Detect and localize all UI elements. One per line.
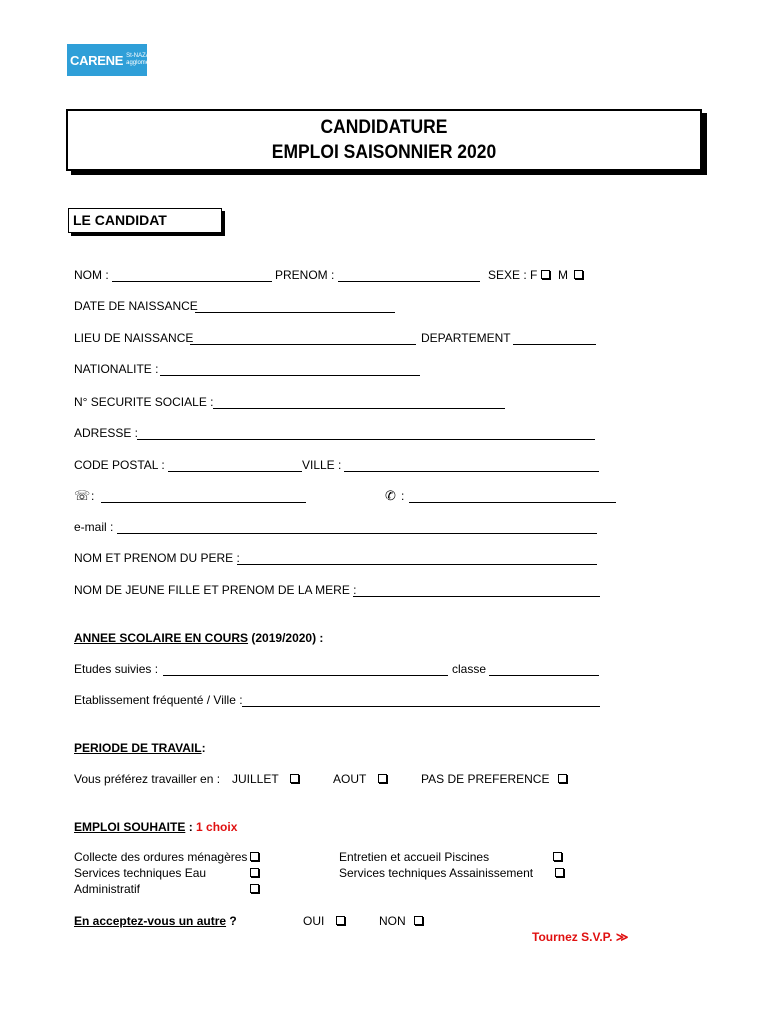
option-aout-label: AOUT <box>333 772 367 786</box>
pere-field[interactable] <box>237 564 597 565</box>
nom-label: NOM : <box>74 268 109 282</box>
annee-heading-text: ANNEE SCOLAIRE EN COURS <box>74 631 249 645</box>
title-line-1: CANDIDATURE <box>320 117 448 138</box>
emploi-collecte-label: Collecte des ordures ménagères <box>74 850 248 864</box>
date-naissance-field[interactable] <box>195 312 395 313</box>
secu-field[interactable] <box>213 408 505 409</box>
mobile-colon: : <box>401 489 405 503</box>
sexe-m-label: M <box>558 268 568 282</box>
emploi-eau-label: Services techniques Eau <box>74 866 207 880</box>
periode-prompt: Vous préférez travailler en : <box>74 772 221 786</box>
lieu-naissance-label: LIEU DE NAISSANCE <box>74 331 194 345</box>
title-box <box>66 109 702 171</box>
emploi-assainissement-label: Services techniques Assainissement <box>339 866 534 880</box>
periode-heading <box>74 741 206 755</box>
ville-field[interactable] <box>344 471 599 472</box>
code-postal-field[interactable] <box>168 471 302 472</box>
code-postal-label: CODE POSTAL : <box>74 458 165 472</box>
option-aout-checkbox[interactable] <box>378 774 387 783</box>
autre-question <box>74 914 237 928</box>
section-candidat: LE CANDIDAT <box>68 208 222 233</box>
emploi-piscines-label: Entretien et accueil Piscines <box>339 850 490 864</box>
tournez-arrow-icon: ≫ <box>615 930 629 944</box>
prenom-label: PRENOM : <box>275 268 335 282</box>
mere-field[interactable] <box>353 596 600 597</box>
emploi-piscines-checkbox[interactable] <box>553 852 562 861</box>
tournez-text: Tournez S.V.P. <box>532 930 613 944</box>
carene-logo <box>67 44 165 76</box>
title-line-2: EMPLOI SAISONNIER 2020 <box>271 142 497 163</box>
annee-heading <box>74 631 323 645</box>
emploi-assainissement-checkbox[interactable] <box>555 868 564 877</box>
ville-label: VILLE : <box>302 458 342 472</box>
classe-label: classe <box>452 662 487 676</box>
oui-checkbox[interactable] <box>336 916 345 925</box>
lieu-naissance-field[interactable] <box>190 344 416 345</box>
emploi-eau-checkbox[interactable] <box>250 868 259 877</box>
phone-icon: ☏ <box>74 488 91 503</box>
etablissement-label: Etablissement fréquenté / Ville : <box>74 693 243 707</box>
logo-tagline-2: agglomération <box>126 60 165 66</box>
tournez-svp <box>532 930 628 944</box>
periode-heading-text: PERIODE DE TRAVAIL <box>74 741 202 755</box>
etudes-label: Etudes suivies : <box>74 662 159 676</box>
departement-field[interactable] <box>513 344 596 345</box>
nom-field[interactable] <box>112 281 272 282</box>
nationalite-field[interactable] <box>160 375 420 376</box>
date-naissance-label: DATE DE NAISSANCE <box>74 299 198 313</box>
emploi-choice: 1 choix <box>196 820 238 834</box>
emploi-heading-text: EMPLOI SOUHAITE <box>74 820 186 834</box>
emploi-heading <box>74 820 237 834</box>
autre-qmark: ? <box>229 914 237 928</box>
secu-label: N° SECURITE SOCIALE : <box>74 395 214 409</box>
email-label: e-mail : <box>74 520 114 534</box>
option-pas-pref-checkbox[interactable] <box>558 774 567 783</box>
sexe-label: SEXE : F <box>488 268 538 282</box>
email-field[interactable] <box>117 533 597 534</box>
option-juillet-label: JUILLET <box>232 772 279 786</box>
mobile-icon: ✆ <box>385 488 396 503</box>
oui-label: OUI <box>303 914 325 928</box>
adresse-label: ADRESSE : <box>74 426 139 440</box>
option-juillet-checkbox[interactable] <box>290 774 299 783</box>
adresse-field[interactable] <box>137 439 595 440</box>
periode-colon: : <box>201 741 206 755</box>
logo-tagline <box>126 53 164 67</box>
non-label: NON <box>379 914 406 928</box>
emploi-admin-checkbox[interactable] <box>250 884 259 893</box>
phone-field[interactable] <box>101 502 306 503</box>
departement-label: DEPARTEMENT <box>421 331 511 345</box>
nationalite-label: NATIONALITE : <box>74 362 159 376</box>
option-pas-pref-label: PAS DE PREFERENCE <box>421 772 550 786</box>
logo-tagline-1: St-NAZAIRE <box>126 53 160 59</box>
mere-label: NOM DE JEUNE FILLE ET PRENOM DE LA MERE : <box>74 583 357 597</box>
prenom-field[interactable] <box>338 281 480 282</box>
emploi-admin-label: Administratif <box>74 882 141 896</box>
autre-question-text: En acceptez-vous un autre <box>74 914 227 928</box>
annee-period: (2019/2020) : <box>251 631 324 645</box>
non-checkbox[interactable] <box>414 916 423 925</box>
etablissement-field[interactable] <box>242 706 600 707</box>
pere-label: NOM ET PRENOM DU PERE : <box>74 551 240 565</box>
phone-colon: : <box>91 489 95 503</box>
sexe-m-checkbox[interactable] <box>574 270 583 279</box>
emploi-colon: : <box>188 820 193 834</box>
mobile-field[interactable] <box>409 502 616 503</box>
classe-field[interactable] <box>489 675 599 676</box>
etudes-field[interactable] <box>163 675 448 676</box>
sexe-f-checkbox[interactable] <box>541 270 550 279</box>
emploi-collecte-checkbox[interactable] <box>250 852 259 861</box>
logo-name: CARENE <box>70 52 124 68</box>
